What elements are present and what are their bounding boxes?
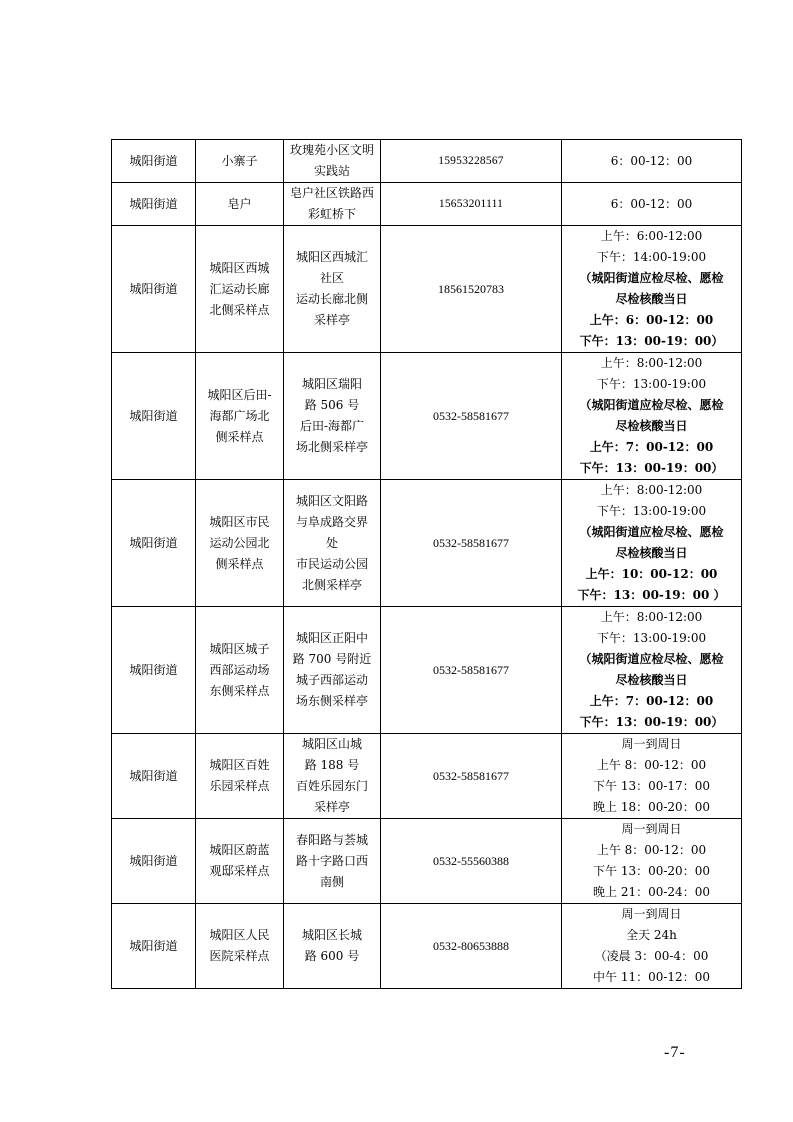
site-name-cell — [196, 480, 284, 607]
hours-cell — [562, 607, 742, 734]
address-line: 运动长廊北侧 — [295, 292, 368, 306]
page-number: -7- — [664, 1044, 686, 1061]
table-row — [112, 819, 742, 904]
hours-line: 下午：14:00-19:00 — [596, 250, 707, 264]
hours-cell — [562, 819, 742, 904]
address-line: 市民运动公园 — [295, 556, 368, 571]
hours-note-line: 上午：10：00-12：00 — [585, 567, 718, 581]
hours-cell — [562, 480, 742, 607]
address-line: 路 188 号 — [304, 758, 360, 772]
hours-note-line: 上午：7：00-12：00 — [589, 694, 714, 708]
address-line: 处 — [325, 535, 338, 550]
phone-cell: 15953228567 — [381, 140, 562, 183]
site-name: 城阳区城子西部运动场东侧采样点 — [209, 641, 270, 698]
hours-note-line: 尽检核酸当日 — [615, 292, 688, 306]
hours-note-line: 尽检核酸当日 — [615, 546, 688, 560]
table-row — [112, 140, 742, 183]
address-line: 社区 — [319, 271, 344, 285]
site-name: 城阳区后田-海都广场北侧采样点 — [207, 387, 272, 444]
site-name: 皂户 — [227, 196, 252, 211]
hours-note-line: （城阳街道应检尽检、愿检 — [579, 398, 724, 412]
address-line: 采样亭 — [313, 313, 350, 327]
street-cell: 城阳街道 — [112, 140, 196, 183]
address-cell — [284, 480, 381, 607]
hours-line: 上午：8:00-12:00 — [600, 483, 703, 497]
hours-line: 全天 24h — [626, 928, 677, 942]
address: 玫瑰苑小区文明实践站 — [290, 143, 375, 178]
phone-cell: 15653201111 — [381, 183, 562, 226]
phone-cell: 0532-58581677 — [381, 607, 562, 734]
hours-line: 下午：13:00-19:00 — [596, 504, 707, 518]
address-line: 城阳区长城 — [301, 928, 362, 942]
site-name: 城阳区西城汇运动长廊北侧采样点 — [209, 260, 270, 317]
site-name: 城阳区市民运动公园北侧采样点 — [209, 514, 270, 571]
hours-note-line: （城阳街道应检尽检、愿检 — [579, 525, 724, 539]
hours-note-line: 下午：13：00-19：00 ） — [577, 588, 726, 602]
site-name-cell — [196, 183, 284, 226]
address-cell — [284, 819, 381, 904]
address-line: 城阳区西城汇 — [295, 250, 368, 264]
street-cell: 城阳街道 — [112, 607, 196, 734]
hours-line: 下午 13：00-17：00 — [593, 779, 710, 793]
address-line: 百姓乐园东门 — [295, 779, 368, 793]
street-cell: 城阳街道 — [112, 353, 196, 480]
hours-line: 上午：6:00-12:00 — [600, 229, 703, 243]
hours-line: 上午：8:00-12:00 — [600, 610, 703, 624]
address-line: 路 600 号 — [304, 949, 360, 963]
phone-cell: 0532-58581677 — [381, 480, 562, 607]
address-line: 春阳路与荟城 — [295, 832, 368, 847]
site-name-cell — [196, 226, 284, 353]
hours-line: 下午 13：00-20：00 — [593, 864, 710, 878]
hours-line: 下午：13:00-19:00 — [596, 631, 707, 645]
address-cell — [284, 607, 381, 734]
site-name-cell — [196, 819, 284, 904]
table-row — [112, 480, 742, 607]
address-line: 采样亭 — [313, 800, 350, 814]
sampling-sites-table — [111, 139, 742, 989]
hours-line: 晚上 21：00-24：00 — [593, 885, 710, 899]
street-cell: 城阳街道 — [112, 183, 196, 226]
address-line: 城子西部运动 — [295, 673, 368, 687]
street-cell: 城阳街道 — [112, 480, 196, 607]
address-line: 城阳区瑞阳 — [301, 377, 362, 391]
site-name: 小寨子 — [221, 153, 258, 168]
table-row — [112, 734, 742, 819]
phone-cell: 18561520783 — [381, 226, 562, 353]
hours-cell — [562, 734, 742, 819]
address-line: 城阳区山城 — [301, 737, 362, 751]
address-cell — [284, 183, 381, 226]
hours-note-line: 下午：13：00-19：00） — [579, 334, 724, 348]
address-line: 后田-海都广 — [299, 419, 365, 433]
address-line: 与阜成路交界 — [295, 514, 368, 529]
address-line: 场北侧采样亭 — [295, 440, 368, 454]
hours-cell — [562, 353, 742, 480]
hours-line: 周一到周日 — [621, 737, 682, 751]
table-row — [112, 353, 742, 480]
hours-note-line: 下午：13：00-19：00） — [579, 715, 724, 729]
hours-note-line: 上午：7：00-12：00 — [589, 440, 714, 454]
hours-note-line: （城阳街道应检尽检、愿检 — [579, 652, 724, 666]
phone-cell: 0532-58581677 — [381, 734, 562, 819]
address: 皂户社区铁路西彩虹桥下 — [290, 186, 375, 221]
address-line: 路 700 号附近 — [292, 652, 372, 666]
site-name-cell — [196, 140, 284, 183]
street-cell: 城阳街道 — [112, 734, 196, 819]
address-cell — [284, 140, 381, 183]
hours-note-line: 尽检核酸当日 — [615, 673, 688, 687]
site-name-cell — [196, 353, 284, 480]
hours-note-line: 上午：6：00-12：00 — [589, 313, 714, 327]
hours-line: 下午：13:00-19:00 — [596, 377, 707, 391]
address-cell — [284, 353, 381, 480]
address-line: 城阳区文阳路 — [295, 493, 368, 508]
hours-note-line: 下午：13：00-19：00） — [579, 461, 724, 475]
site-name-cell — [196, 607, 284, 734]
hours-cell — [562, 904, 742, 989]
site-name-cell — [196, 904, 284, 989]
hours-cell — [562, 226, 742, 353]
hours-line: 上午 8：00-12：00 — [596, 843, 707, 857]
phone-cell: 0532-80653888 — [381, 904, 562, 989]
phone-cell: 0532-58581677 — [381, 353, 562, 480]
address-cell — [284, 226, 381, 353]
hours-line: （凌晨 3：00-4：00 — [594, 949, 709, 963]
phone-cell: 0532-55560388 — [381, 819, 562, 904]
hours-line: 周一到周日 — [621, 907, 682, 921]
address-line: 场东侧采样亭 — [295, 694, 368, 708]
hours-line: 中午 11：00-12：00 — [593, 970, 710, 984]
hours-line: 上午 8：00-12：00 — [596, 758, 707, 772]
address-line: 北侧采样亭 — [301, 577, 362, 592]
hours-line: 晚上 18：00-20：00 — [593, 800, 710, 814]
hours-cell: 6：00-12：00 — [562, 183, 742, 226]
hours-line: 周一到周日 — [621, 822, 682, 836]
table-row — [112, 226, 742, 353]
table-row — [112, 904, 742, 989]
hours-line: 上午：8:00-12:00 — [600, 356, 703, 370]
hours-note-line: （城阳街道应检尽检、愿检 — [579, 271, 724, 285]
address-cell — [284, 734, 381, 819]
site-name: 城阳区百姓乐园采样点 — [209, 758, 270, 793]
address-line: 路 506 号 — [304, 398, 360, 412]
address-cell — [284, 904, 381, 989]
hours-note-line: 尽检核酸当日 — [615, 419, 688, 433]
site-name: 城阳区人民医院采样点 — [209, 928, 270, 963]
address-line: 路十字路口西 — [295, 853, 368, 868]
site-name: 城阳区蔚蓝观邸采样点 — [209, 843, 270, 878]
table-row — [112, 607, 742, 734]
street-cell: 城阳街道 — [112, 819, 196, 904]
street-cell: 城阳街道 — [112, 904, 196, 989]
hours-cell: 6：00-12：00 — [562, 140, 742, 183]
address-line: 城阳区正阳中 — [295, 631, 368, 645]
street-cell: 城阳街道 — [112, 226, 196, 353]
address-line: 南侧 — [319, 874, 344, 889]
site-name-cell — [196, 734, 284, 819]
table-row — [112, 183, 742, 226]
